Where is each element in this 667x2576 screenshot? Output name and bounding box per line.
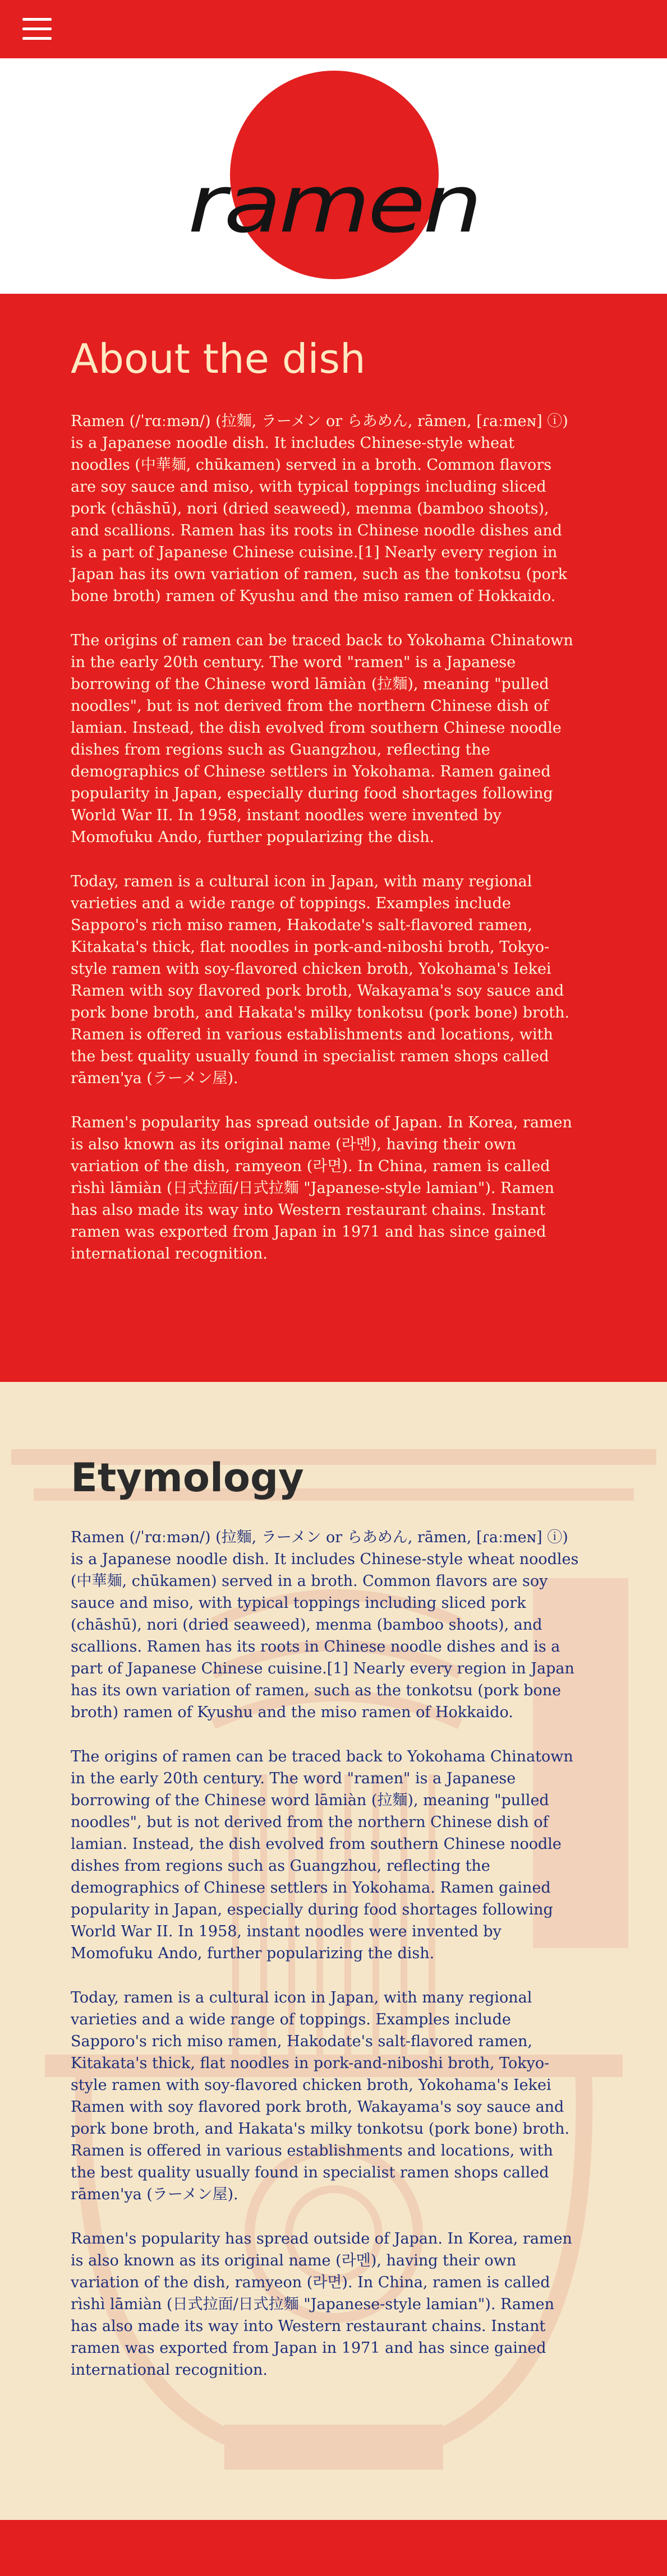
top-bar (0, 0, 667, 58)
etymology-title: Etymology (71, 1455, 304, 1501)
about-paragraph: Ramen (/ˈrɑːmən/) (拉麵, ラーメン or らあめん, rāmen, [ɾaːmeɴ] ⓘ) is a Japanese noodle dish. It includes Chinese-style wheat noodles (中華麺, chūkamen) served in a broth. Common flavors are soy sauce and miso, with typical toppings including sliced pork (chāshū), nori (dried seaweed), menma (bamboo shoots), and scallions. Ramen has its roots in Chinese noodle dishes and is a part of Japanese Chinese cuisine.[1] Nearly every region in Japan has its own variation of ramen, such as the tonkotsu (pork bone broth) ramen of Kyushu and the miso ramen of Hokkaido. (71, 413, 568, 605)
etymology-paragraph: Ramen's popularity has spread outside of Japan. In Korea, ramen is also known as its original name (라멘), having their own variation of the dish, ramyeon (라면). In China, ramen is called rìshì lāmiàn (日式拉面/日式拉麵 "Japanese-style lamian"). Ramen has also made its way into Western restaurant chains. Instant ramen was exported from Japan in 1971 and has since gained international recognition. (71, 2230, 572, 2379)
footer-bar (0, 2520, 667, 2576)
menu-bar (22, 37, 52, 40)
hero-banner (0, 58, 667, 294)
about-section (0, 294, 667, 1382)
about-title: About the dish (71, 335, 366, 382)
etymology-paragraph: Today, ramen is a cultural icon in Japan, with many regional varieties and a wide range of toppings. Examples include Sapporo's rich miso ramen, Hakodate's salt-flavored ramen, Kitakata's thick, flat noodles in pork-and-niboshi broth, Tokyo-style ramen with soy-flavored chicken broth, Yokohama's Iekei Ramen with soy flavored pork broth, Wakayama's soy sauce and pork bone broth, and Hakata's milky tonkotsu (pork bone) broth. Ramen is offered in various establishments and locations, with the best quality usually found in specialist ramen shops called rāmen'ya (ラーメン屋). (71, 1989, 570, 2203)
etymology-paragraph: Ramen (/ˈrɑːmən/) (拉麵, ラーメン or らあめん, rāmen, [ɾaːmeɴ] ⓘ) is a Japanese noodle dish. It includes Chinese-style wheat noodles (中華麺, chūkamen) served in a broth. Common flavors are soy sauce and miso, with typical toppings including sliced pork (chāshū), nori (dried seaweed), menma (bamboo shoots), and scallions. Ramen has its roots in Chinese noodle dishes and is a part of Japanese Chinese cuisine.[1] Nearly every region in Japan has its own variation of ramen, such as the tonkotsu (pork bone broth) ramen of Kyushu and the miso ramen of Hokkaido. (71, 1529, 579, 1721)
etymology-paragraph: The origins of ramen can be traced back to Yokohama Chinatown in the early 20th century. The word "ramen" is a Japanese borrowing of the Chinese word lāmiàn (拉麵), meaning "pulled noodles", but is not derived from the northern Chinese dish of lamian. Instead, the dish evolved from southern Chinese noodle dishes from regions such as Guangzhou, reflecting the demographics of Chinese settlers in Yokohama. Ramen gained popularity in Japan, especially during food shortages following World War II. In 1958, instant noodles were invented by Momofuku Ando, further popularizing the dish. (71, 1748, 573, 1962)
about-paragraph: The origins of ramen can be traced back to Yokohama Chinatown in the early 20th century. The word "ramen" is a Japanese borrowing of the Chinese word lāmiàn (拉麵), meaning "pulled noodles", but is not derived from the northern Chinese dish of lamian. Instead, the dish evolved from southern Chinese noodle dishes from regions such as Guangzhou, reflecting the demographics of Chinese settlers in Yokohama. Ramen gained popularity in Japan, especially during food shortages following World War II. In 1958, instant noodles were invented by Momofuku Ando, further popularizing the dish. (71, 632, 573, 846)
menu-bar (22, 18, 52, 21)
menu-bar (22, 27, 52, 30)
about-paragraph: Today, ramen is a cultural icon in Japan, with many regional varieties and a wide range of toppings. Examples include Sapporo's rich miso ramen, Hakodate's salt-flavored ramen, Kitakata's thick, flat noodles in pork-and-niboshi broth, Tokyo-style ramen with soy-flavored chicken broth, Yokohama's Iekei Ramen with soy flavored pork broth, Wakayama's soy sauce and pork bone broth, and Hakata's milky tonkotsu (pork bone) broth. Ramen is offered in various establishments and locations, with the best quality usually found in specialist ramen shops called rāmen'ya (ラーメン屋). (71, 873, 570, 1087)
hamburger-menu-icon[interactable] (22, 17, 52, 41)
about-paragraph: Ramen's popularity has spread outside of Japan. In Korea, ramen is also known as its original name (라멘), having their own variation of the dish, ramyeon (라면). In China, ramen is called rìshì lāmiàn (日式拉面/日式拉麵 "Japanese-style lamian"). Ramen has also made its way into Western restaurant chains. Instant ramen was exported from Japan in 1971 and has since gained international recognition. (71, 1114, 572, 1262)
ramen-logo: ramen (187, 158, 480, 251)
etymology-section (0, 1382, 667, 2520)
etymology-body (71, 1527, 581, 2403)
about-body (71, 410, 577, 1287)
